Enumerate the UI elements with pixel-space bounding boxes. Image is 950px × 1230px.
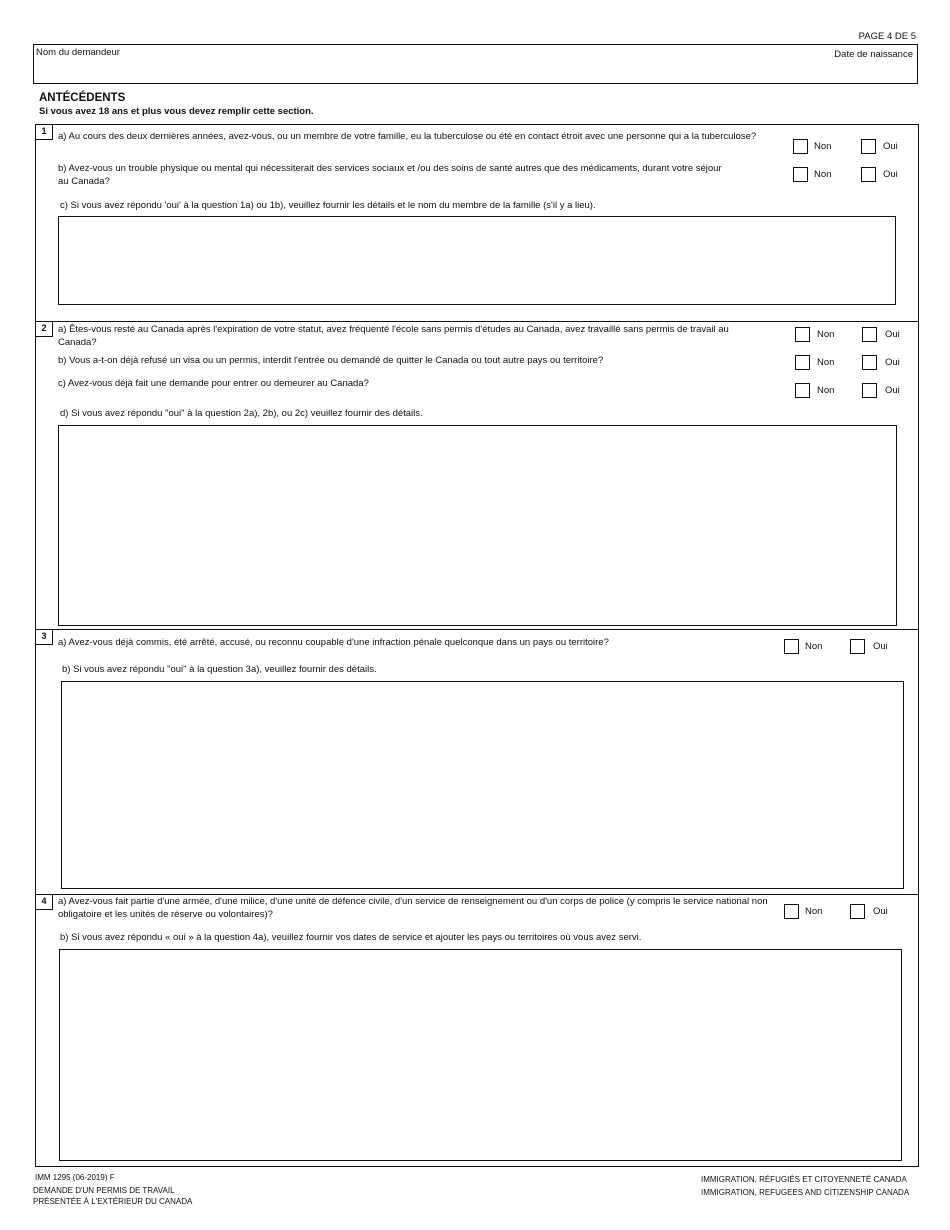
question-4a-text: a) Avez-vous fait partie d'une armée, d'une milice, d'une unité de défence civile, d'un service de renseignement ou d'un corps de police (y compris le service national non obligatoire et les unités de réserve ou volontaires)?	[58, 896, 768, 920]
question-2c-oui-checkbox[interactable]	[862, 383, 877, 398]
section-subtitle: Si vous avez 18 ans et plus vous devez remplir cette section.	[39, 106, 314, 117]
department-name-en: IMMIGRATION, REFUGEES AND CITIZENSHIP CANADA	[701, 1188, 910, 1197]
non-label: Non	[817, 357, 835, 368]
question-4-section	[35, 894, 919, 1167]
question-4a-non-checkbox[interactable]	[784, 904, 799, 919]
applicant-name-label: Nom du demandeur	[36, 47, 120, 58]
form-title-line-1: DEMANDE D'UN PERMIS DE TRAVAIL	[33, 1186, 175, 1195]
applicant-header-box	[33, 44, 918, 84]
non-label: Non	[805, 906, 823, 917]
question-1a-oui-checkbox[interactable]	[861, 139, 876, 154]
question-3a-non-checkbox[interactable]	[784, 639, 799, 654]
question-1b-oui-checkbox[interactable]	[861, 167, 876, 182]
question-4b-details-field[interactable]	[59, 949, 902, 1161]
birthdate-input[interactable]	[715, 63, 915, 81]
question-1-section	[35, 124, 919, 321]
oui-label: Oui	[873, 641, 888, 652]
question-2b-non-checkbox[interactable]	[795, 355, 810, 370]
section-title: ANTÉCÉDENTS	[39, 92, 126, 104]
question-2c-non-checkbox[interactable]	[795, 383, 810, 398]
page-number: PAGE 4 DE 5	[858, 31, 916, 42]
non-label: Non	[814, 141, 832, 152]
non-label: Non	[805, 641, 823, 652]
question-1b-non-checkbox[interactable]	[793, 167, 808, 182]
question-4a-oui-checkbox[interactable]	[850, 904, 865, 919]
question-4b-text: b) Si vous avez répondu « oui » à la question 4a), veuillez fournir vos dates de service et ajouter les pays ou territoires où vous avez servi.	[60, 932, 642, 943]
non-label: Non	[814, 169, 832, 180]
question-number: 1	[36, 125, 53, 140]
question-number: 4	[36, 895, 53, 910]
question-1a-text: a) Au cours des deux dernières années, avez-vous, ou un membre de votre famille, eu la tuberculose ou été en contact étroit avec une personne qui a la tuberculose?	[58, 131, 757, 142]
form-code: IMM 1295 (06-2019) F	[35, 1173, 115, 1182]
question-2b-text: b) Vous a-t-on déjà refusé un visa ou un permis, interdit l'entrée ou demandé de quitter le Canada ou tout autre pays ou territoire?	[58, 355, 604, 366]
question-number: 2	[36, 322, 53, 337]
oui-label: Oui	[885, 357, 900, 368]
question-2a-non-checkbox[interactable]	[795, 327, 810, 342]
question-3a-oui-checkbox[interactable]	[850, 639, 865, 654]
birthdate-label: Date de naissance	[834, 49, 913, 60]
question-2d-details-field[interactable]	[58, 425, 897, 626]
question-1c-details-field[interactable]	[58, 216, 896, 305]
non-label: Non	[817, 329, 835, 340]
question-number: 3	[36, 630, 53, 645]
question-3-section	[35, 629, 919, 894]
question-2a-oui-checkbox[interactable]	[862, 327, 877, 342]
oui-label: Oui	[883, 169, 898, 180]
department-name-fr: IMMIGRATION, RÉFUGIÉS ET CITOYENNETÉ CANADA	[701, 1175, 907, 1184]
oui-label: Oui	[885, 329, 900, 340]
oui-label: Oui	[883, 141, 898, 152]
question-1b-text: b) Avez-vous un trouble physique ou mental qui nécessiterait des services sociaux et /ou des soins de santé autres que des médicaments, durant votre séjour au Canada?	[58, 163, 722, 187]
question-3a-text: a) Avez-vous déjà commis, été arrêté, accusé, ou reconnu coupable d'une infraction pénale quelconque dans un pays ou territoire?	[58, 637, 609, 648]
question-2b-oui-checkbox[interactable]	[862, 355, 877, 370]
form-title-line-2: PRÉSENTÉE À L'EXTÉRIEUR DU CANADA	[33, 1197, 193, 1206]
question-2d-text: d) Si vous avez répondu "oui" à la question 2a), 2b), ou 2c) veuillez fournir des détails.	[60, 408, 423, 419]
question-2c-text: c) Avez-vous déjà fait une demande pour entrer ou demeurer au Canada?	[58, 378, 369, 389]
oui-label: Oui	[885, 385, 900, 396]
question-2-section	[35, 321, 919, 629]
oui-label: Oui	[873, 906, 888, 917]
question-3b-text: b) Si vous avez répondu "oui" à la question 3a), veuillez fournir des détails.	[62, 664, 377, 675]
question-2a-text: a) Êtes-vous resté au Canada après l'expiration de votre statut, avez fréquenté l'école sans permis d'études au Canada, avez travaillé sans permis de travail au Canada?	[58, 324, 729, 348]
question-1c-text: c) Si vous avez répondu 'oui' à la question 1a) ou 1b), veuillez fournir les détails et le nom du membre de la famille (s'il y a lieu).	[60, 200, 596, 211]
question-3b-details-field[interactable]	[61, 681, 904, 889]
applicant-name-input[interactable]	[36, 61, 636, 81]
question-1a-non-checkbox[interactable]	[793, 139, 808, 154]
non-label: Non	[817, 385, 835, 396]
